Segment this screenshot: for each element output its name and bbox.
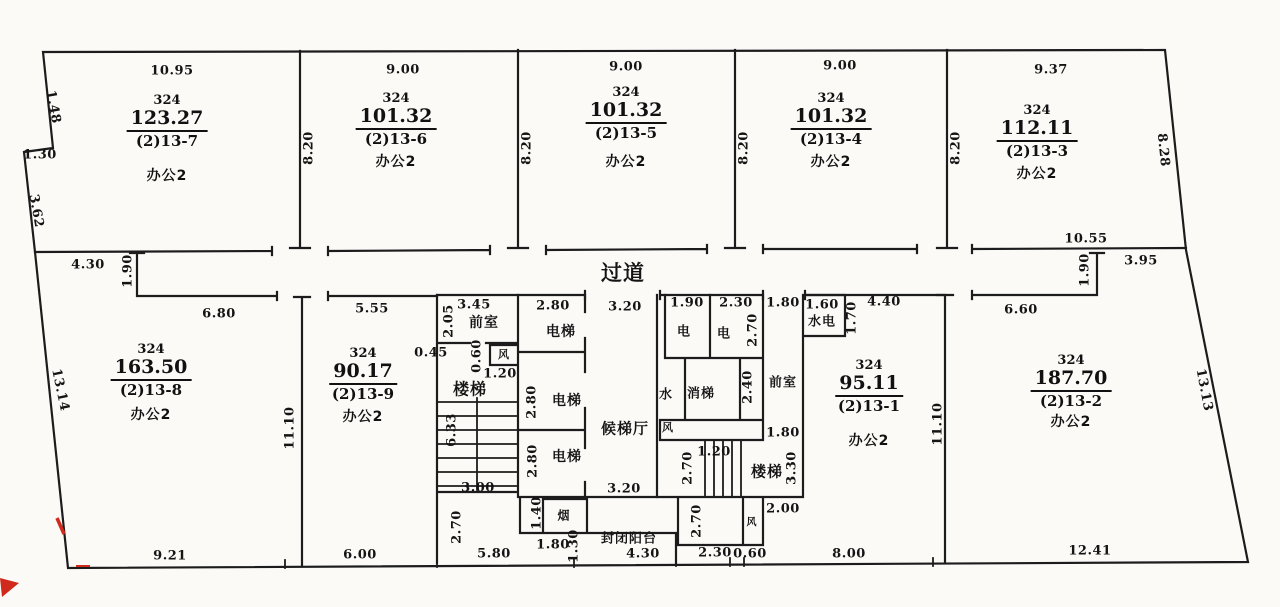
dimension-label: 1.48 bbox=[42, 89, 64, 125]
dimension-label: 3.62 bbox=[25, 193, 47, 229]
dimension-label: 4.40 bbox=[867, 294, 901, 310]
unit-parcel: (2)13-8 bbox=[119, 381, 183, 399]
dimension-label: 10.95 bbox=[150, 63, 194, 79]
dimension-label: 9.21 bbox=[153, 548, 187, 564]
dimension-label: 1.80 bbox=[766, 295, 800, 311]
unit-area: 101.32 bbox=[586, 100, 667, 124]
room-label: 候梯厅 bbox=[600, 419, 650, 438]
unit-area: 187.70 bbox=[1031, 368, 1112, 392]
dimension-label: 1.60 bbox=[805, 297, 839, 313]
dimension-label: 5.80 bbox=[477, 546, 511, 562]
room-label: 水电 bbox=[807, 314, 837, 330]
unit-parcel: (2)13-2 bbox=[1039, 392, 1103, 410]
dimension-label: 1.70 bbox=[844, 301, 860, 335]
dimension-label: 2.05 bbox=[441, 304, 457, 338]
dimension-label: 6.60 bbox=[1004, 302, 1038, 318]
room-label: 前室 bbox=[768, 375, 798, 391]
dimension-label: 2.80 bbox=[525, 444, 541, 478]
room-label: 电 bbox=[676, 324, 692, 340]
dimension-label: 2.40 bbox=[740, 370, 756, 404]
dimension-label: 3.45 bbox=[457, 297, 491, 313]
room-label: 电 bbox=[716, 326, 732, 342]
dimension-label: 8.20 bbox=[301, 131, 317, 165]
unit-parcel: (2)13-5 bbox=[594, 124, 658, 142]
unit-block-213-9 bbox=[329, 346, 397, 426]
dimension-label: 9.00 bbox=[823, 58, 857, 74]
unit-use: 办公2 bbox=[342, 409, 384, 425]
room-label: 风 bbox=[498, 348, 510, 361]
dimension-label: 1.90 bbox=[670, 295, 704, 311]
unit-plot: 324 bbox=[153, 93, 181, 108]
dimension-label: 5.55 bbox=[355, 301, 389, 317]
unit-use: 办公2 bbox=[848, 433, 890, 449]
dimension-label: 6.00 bbox=[343, 547, 377, 563]
dimension-label: 1.20 bbox=[697, 444, 731, 460]
dimension-label: 9.00 bbox=[386, 62, 420, 78]
unit-use: 办公2 bbox=[1016, 166, 1058, 182]
room-label: 电梯 bbox=[546, 324, 576, 340]
room-label: 消梯 bbox=[686, 386, 716, 402]
dimension-label: 0.60 bbox=[469, 339, 485, 373]
unit-parcel: (2)13-9 bbox=[331, 385, 395, 403]
unit-block-213-8 bbox=[111, 342, 192, 424]
room-label: 电梯 bbox=[552, 393, 582, 409]
dimension-label: 3.20 bbox=[608, 299, 642, 315]
unit-parcel: (2)13-3 bbox=[1005, 142, 1069, 160]
unit-block-213-1 bbox=[835, 358, 903, 450]
dimension-label: 1.40 bbox=[529, 496, 545, 530]
dimension-label: 2.80 bbox=[536, 298, 570, 314]
unit-plot: 324 bbox=[855, 358, 883, 373]
dimension-label: 13.14 bbox=[48, 367, 72, 413]
unit-block-213-4 bbox=[791, 91, 872, 171]
dimension-label: 2.70 bbox=[449, 510, 465, 544]
dimension-label: 8.28 bbox=[1153, 132, 1173, 168]
dimension-label: 8.00 bbox=[832, 546, 866, 562]
unit-parcel: (2)13-4 bbox=[799, 130, 863, 148]
dimension-label: 1.30 bbox=[23, 147, 57, 163]
dimension-label: 9.37 bbox=[1034, 62, 1068, 78]
dimension-label: 10.55 bbox=[1064, 231, 1108, 247]
dimension-label: 6.33 bbox=[444, 413, 460, 447]
unit-plot: 324 bbox=[1057, 353, 1085, 368]
dimension-label: 0.60 bbox=[733, 546, 767, 562]
dimension-label: 4.30 bbox=[71, 257, 105, 273]
dimension-label: 2.80 bbox=[524, 385, 540, 419]
dimension-label: 9.00 bbox=[609, 59, 643, 75]
dimension-label: 1.90 bbox=[120, 254, 136, 288]
room-label: 风 bbox=[662, 421, 674, 434]
room-label: 楼梯 bbox=[750, 462, 784, 481]
room-label: 过道 bbox=[601, 261, 645, 285]
unit-plot: 324 bbox=[137, 342, 165, 357]
dimension-label: 3.00 bbox=[461, 480, 495, 496]
room-label: 风 bbox=[746, 517, 758, 529]
unit-parcel: (2)13-1 bbox=[837, 397, 901, 415]
dimension-label: 2.70 bbox=[689, 504, 705, 538]
room-label: 封闭阳台 bbox=[600, 531, 658, 547]
room-label: 前室 bbox=[469, 315, 499, 331]
dimension-label: 0.45 bbox=[414, 345, 448, 361]
dimension-label: 2.00 bbox=[766, 501, 800, 517]
unit-block-213-7 bbox=[127, 93, 208, 185]
unit-plot: 324 bbox=[612, 85, 640, 100]
dimension-label: 1.80 bbox=[766, 425, 800, 441]
dimension-label: 4.30 bbox=[626, 546, 660, 562]
unit-parcel: (2)13-7 bbox=[135, 132, 199, 150]
dimension-label: 2.70 bbox=[680, 451, 696, 485]
dimension-label: 2.30 bbox=[719, 295, 753, 311]
unit-use: 办公2 bbox=[130, 407, 172, 423]
unit-plot: 324 bbox=[1023, 103, 1051, 118]
room-label: 电梯 bbox=[552, 449, 582, 465]
dimension-label: 13.13 bbox=[1192, 367, 1216, 413]
dimension-label: 6.80 bbox=[202, 306, 236, 322]
unit-use: 办公2 bbox=[375, 154, 417, 170]
unit-area: 90.17 bbox=[329, 361, 397, 385]
room-label: 楼梯 bbox=[452, 379, 488, 399]
dimension-label: 11.10 bbox=[930, 402, 946, 446]
room-label: 烟 bbox=[557, 508, 571, 523]
dimension-label: 1.90 bbox=[1077, 253, 1093, 287]
unit-area: 101.32 bbox=[791, 106, 872, 130]
dimension-label: 3.20 bbox=[607, 481, 641, 497]
unit-plot: 324 bbox=[817, 91, 845, 106]
dimension-label: 11.10 bbox=[282, 406, 298, 450]
dimension-label: 8.20 bbox=[736, 131, 752, 165]
dimension-label: 3.95 bbox=[1124, 253, 1158, 269]
unit-block-213-2 bbox=[1031, 353, 1112, 431]
unit-use: 办公2 bbox=[605, 154, 647, 170]
unit-use: 办公2 bbox=[810, 154, 852, 170]
dimension-label: 2.30 bbox=[698, 545, 732, 561]
unit-plot: 324 bbox=[382, 91, 410, 106]
unit-area: 123.27 bbox=[127, 108, 208, 132]
dimension-label: 12.41 bbox=[1068, 543, 1112, 559]
dimension-label: 8.20 bbox=[948, 131, 964, 165]
unit-block-213-5 bbox=[586, 85, 667, 171]
dimension-label: 8.20 bbox=[519, 131, 535, 165]
unit-use: 办公2 bbox=[146, 168, 188, 184]
unit-area: 95.11 bbox=[835, 373, 903, 397]
dimension-label: 1.20 bbox=[483, 366, 517, 382]
room-label: 水 bbox=[658, 387, 674, 403]
unit-area: 101.32 bbox=[356, 106, 437, 130]
unit-area: 163.50 bbox=[111, 357, 192, 381]
unit-block-213-3 bbox=[997, 103, 1078, 183]
dimension-label: 2.70 bbox=[745, 313, 761, 347]
unit-use: 办公2 bbox=[1050, 414, 1092, 430]
dimension-label: 1.30 bbox=[566, 529, 582, 563]
unit-parcel: (2)13-6 bbox=[364, 130, 428, 148]
unit-plot: 324 bbox=[349, 346, 377, 361]
dimension-label: 3.30 bbox=[784, 451, 800, 485]
dimension-label: 1.80 bbox=[536, 537, 570, 553]
unit-area: 112.11 bbox=[997, 118, 1078, 142]
unit-block-213-6 bbox=[356, 91, 437, 171]
